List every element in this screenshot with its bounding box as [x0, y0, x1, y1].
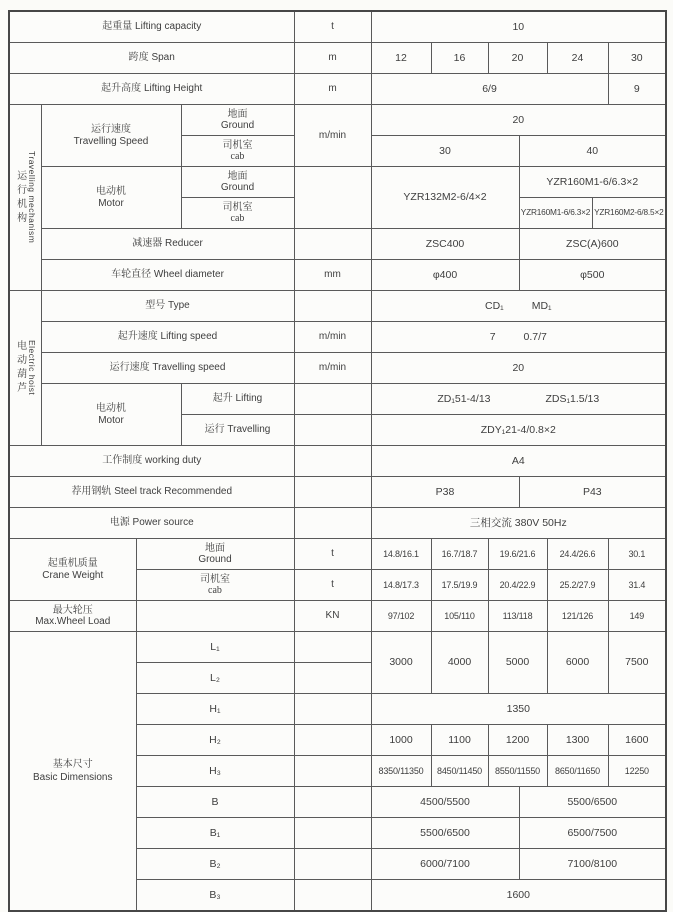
max-wheel-load-v4: 121/126	[547, 601, 608, 632]
lifting-capacity-value: 10	[371, 11, 666, 43]
dim-L2-label: L₂	[136, 663, 294, 694]
ground-en: Ground	[220, 182, 255, 193]
reducer-value-left: ZSC400	[371, 229, 519, 260]
row-wheel-diameter	[9, 260, 666, 291]
crane-weight-cab-v2: 17.5/19.9	[431, 570, 488, 601]
travel-motor-label-zh: 电动机	[96, 186, 126, 197]
dim-H1-label: H₁	[136, 694, 294, 725]
cab-zh: 司机室	[222, 139, 253, 151]
crane-weight-ground-sublabel	[136, 539, 294, 570]
crane-weight-cab-v3: 20.4/22.9	[488, 570, 547, 601]
crane-weight-ground-v1: 14.8/16.1	[371, 539, 431, 570]
type-label: 型号 Type	[41, 291, 294, 322]
dim-H2-label: H₂	[136, 725, 294, 756]
lifting-height-label: 起升高度 Lifting Height	[9, 74, 294, 105]
power-source-unit-empty	[294, 508, 371, 539]
dim-H3-v4: 8650/11650	[547, 756, 608, 787]
dim-B-unit-empty	[294, 787, 371, 818]
dim-B1-unit-empty	[294, 818, 371, 849]
ground-zh: 地面	[227, 108, 248, 120]
working-duty-unit-empty	[294, 446, 371, 477]
crane-weight-cab-sublabel	[136, 570, 294, 601]
section-basic-dimensions-en: Basic Dimensions	[33, 772, 113, 783]
dim-H3-unit-empty	[294, 756, 371, 787]
row-dim-L1	[9, 632, 666, 663]
span-unit: m	[294, 43, 371, 74]
hoist-motor-travelling-value: ZDY₁21-4/0.8×2	[371, 415, 666, 446]
cab-en: cab	[230, 213, 245, 224]
dim-H1-unit-empty	[294, 694, 371, 725]
ground-en: Ground	[220, 120, 255, 131]
max-wheel-load-label	[9, 601, 136, 632]
hoist-motor-travelling-unit-empty	[294, 415, 371, 446]
hoist-motor-travelling-sublabel: 运行 Travelling	[181, 415, 294, 446]
dim-L-v3: 5000	[488, 632, 547, 694]
max-wheel-load-v5: 149	[608, 601, 666, 632]
dim-H3-v3: 8550/11550	[488, 756, 547, 787]
section-travelling-mechanism	[9, 105, 41, 291]
lifting-capacity-label: 起重量 Lifting capacity	[9, 11, 294, 43]
dim-L1-label: L₁	[136, 632, 294, 663]
dim-B-value-right: 5500/6500	[519, 787, 666, 818]
dim-H2-v5: 1600	[608, 725, 666, 756]
dim-H2-unit-empty	[294, 725, 371, 756]
row-span	[9, 43, 666, 74]
crane-weight-label	[9, 539, 136, 601]
travelling-speed-label-en: Travelling Speed	[73, 135, 149, 147]
travel-motor-value-left: YZR132M2-6/4×2	[371, 167, 519, 229]
travel-motor-value-right-top: YZR160M1-6/6.3×2	[519, 167, 666, 198]
travel-motor-ground-sublabel	[181, 167, 294, 198]
type-value-2: MD₁	[531, 299, 552, 312]
span-value-24: 24	[547, 43, 608, 74]
crane-weight-cab-v4: 25.2/27.9	[547, 570, 608, 601]
max-wheel-load-unit: KN	[294, 601, 371, 632]
travel-motor-label-en: Motor	[98, 197, 124, 209]
hoist-travelling-speed-unit: m/min	[294, 353, 371, 384]
hoist-motor-label-en: Motor	[98, 414, 124, 426]
power-source-value: 三相交流 380V 50Hz	[371, 508, 666, 539]
crane-weight-ground-v5: 30.1	[608, 539, 666, 570]
hoist-motor-lifting-value	[371, 384, 666, 415]
cab-en: cab	[230, 151, 245, 162]
dim-B2-value-left: 6000/7100	[371, 849, 519, 880]
dim-H2-v1: 1000	[371, 725, 431, 756]
dim-L-v1: 3000	[371, 632, 431, 694]
dim-H2-v3: 1200	[488, 725, 547, 756]
dim-B3-label: B₃	[136, 880, 294, 912]
travelling-speed-ground-sublabel	[181, 105, 294, 136]
row-working-duty	[9, 446, 666, 477]
dim-B3-value: 1600	[371, 880, 666, 912]
dim-H2-v4: 1300	[547, 725, 608, 756]
dim-H2-v2: 1100	[431, 725, 488, 756]
row-lifting-height	[9, 74, 666, 105]
lifting-height-value-last: 9	[608, 74, 666, 105]
section-electric-hoist-en: Electric hoist	[26, 340, 37, 396]
dim-B2-value-right: 7100/8100	[519, 849, 666, 880]
travelling-speed-ground-value: 20	[371, 105, 666, 136]
dim-L-v4: 6000	[547, 632, 608, 694]
lifting-speed-value-1: 7	[489, 330, 496, 343]
row-hoist-motor-lifting	[9, 384, 666, 415]
cab-zh: 司机室	[200, 573, 230, 585]
travelling-speed-cab-value-right: 40	[519, 136, 666, 167]
type-value	[371, 291, 666, 322]
dim-L2-unit-empty	[294, 663, 371, 694]
lifting-capacity-unit: t	[294, 11, 371, 43]
max-wheel-load-sublabel-empty	[136, 601, 294, 632]
travelling-speed-unit: m/min	[294, 105, 371, 167]
hoist-motor-label	[41, 384, 181, 446]
section-electric-hoist-zh: 电动葫芦	[14, 340, 26, 396]
working-duty-value: A4	[371, 446, 666, 477]
crane-weight-ground-v2: 16.7/18.7	[431, 539, 488, 570]
span-label: 跨度 Span	[9, 43, 294, 74]
dim-B2-label: B₂	[136, 849, 294, 880]
travelling-speed-cab-value-left: 30	[371, 136, 519, 167]
wheel-diameter-unit: mm	[294, 260, 371, 291]
dim-L-v5: 7500	[608, 632, 666, 694]
type-value-1: CD₁	[485, 299, 504, 312]
ground-en: Ground	[198, 554, 232, 565]
steel-track-value-right: P43	[519, 477, 666, 508]
section-travelling-mechanism-en: Travelling mechanism	[26, 151, 37, 244]
travel-motor-unit-empty	[294, 167, 371, 229]
crane-weight-ground-unit: t	[294, 539, 371, 570]
type-unit-empty	[294, 291, 371, 322]
wheel-diameter-label: 车轮直径 Wheel diameter	[41, 260, 294, 291]
dim-B-value-left: 4500/5500	[371, 787, 519, 818]
reducer-label: 减速器 Reducer	[41, 229, 294, 260]
crane-weight-label-en: Crane Weight	[42, 569, 104, 581]
row-power-source	[9, 508, 666, 539]
crane-specification-table	[8, 10, 667, 912]
ground-zh: 地面	[205, 542, 225, 554]
hoist-motor-label-zh: 电动机	[96, 403, 126, 414]
row-crane-weight-ground	[9, 539, 666, 570]
row-steel-track	[9, 477, 666, 508]
section-travelling-mechanism-zh: 运行机构	[14, 169, 26, 226]
dim-B1-value-left: 5500/6500	[371, 818, 519, 849]
dim-B1-label: B₁	[136, 818, 294, 849]
row-travel-motor-ground	[9, 167, 666, 198]
power-source-label: 电源 Power source	[9, 508, 294, 539]
travelling-speed-label	[41, 105, 181, 167]
cab-zh: 司机室	[222, 201, 253, 213]
travel-motor-value-right-bottom-2: YZR160M2-6/8.5×2	[592, 198, 666, 229]
section-basic-dimensions	[9, 632, 136, 912]
row-max-wheel-load	[9, 601, 666, 632]
row-lifting-speed	[9, 322, 666, 353]
span-value-30: 30	[608, 43, 666, 74]
crane-weight-ground-v3: 19.6/21.6	[488, 539, 547, 570]
hoist-motor-lifting-unit-empty	[294, 384, 371, 415]
row-reducer	[9, 229, 666, 260]
span-value-20: 20	[488, 43, 547, 74]
dim-H1-value: 1350	[371, 694, 666, 725]
cab-en: cab	[208, 585, 222, 596]
wheel-diameter-value-right: φ500	[519, 260, 666, 291]
max-wheel-load-v1: 97/102	[371, 601, 431, 632]
crane-weight-cab-v5: 31.4	[608, 570, 666, 601]
crane-weight-cab-unit: t	[294, 570, 371, 601]
section-electric-hoist	[9, 291, 41, 446]
dim-B-label: B	[136, 787, 294, 818]
dim-H3-label: H₃	[136, 756, 294, 787]
dim-H3-v2: 8450/11450	[431, 756, 488, 787]
max-wheel-load-v3: 113/118	[488, 601, 547, 632]
dim-B2-unit-empty	[294, 849, 371, 880]
max-wheel-load-label-en: Max.Wheel Load	[35, 616, 111, 627]
lifting-speed-unit: m/min	[294, 322, 371, 353]
lifting-speed-value-2: 0.7/7	[523, 330, 547, 343]
ground-zh: 地面	[227, 170, 248, 182]
steel-track-label: 荐用钢轨 Steel track Recommended	[9, 477, 294, 508]
dim-L1-unit-empty	[294, 632, 371, 663]
dim-B3-unit-empty	[294, 880, 371, 912]
reducer-value-right: ZSC(A)600	[519, 229, 666, 260]
steel-track-value-left: P38	[371, 477, 519, 508]
max-wheel-load-v2: 105/110	[431, 601, 488, 632]
hoist-travelling-speed-value: 20	[371, 353, 666, 384]
dim-B1-value-right: 6500/7500	[519, 818, 666, 849]
travel-motor-cab-sublabel	[181, 198, 294, 229]
hoist-motor-lifting-sublabel: 起升 Lifting	[181, 384, 294, 415]
steel-track-unit-empty	[294, 477, 371, 508]
lifting-height-unit: m	[294, 74, 371, 105]
hoist-motor-lifting-value-1: ZD₁51-4/13	[437, 392, 491, 405]
span-value-16: 16	[431, 43, 488, 74]
max-wheel-load-label-zh: 最大轮压	[52, 604, 93, 616]
wheel-diameter-value-left: φ400	[371, 260, 519, 291]
row-travelling-speed-ground	[9, 105, 666, 136]
hoist-motor-lifting-value-2: ZDS₁1.5/13	[545, 392, 600, 405]
dim-L-v2: 4000	[431, 632, 488, 694]
dim-H3-v5: 12250	[608, 756, 666, 787]
lifting-height-value-main: 6/9	[371, 74, 608, 105]
lifting-speed-value	[371, 322, 666, 353]
crane-weight-label-zh: 起重机质量	[47, 558, 98, 569]
working-duty-label: 工作制度 working duty	[9, 446, 294, 477]
section-basic-dimensions-zh: 基本尺寸	[52, 759, 93, 770]
travelling-speed-cab-sublabel	[181, 136, 294, 167]
crane-weight-cab-v1: 14.8/17.3	[371, 570, 431, 601]
span-value-12: 12	[371, 43, 431, 74]
hoist-travelling-speed-label: 运行速度 Travelling speed	[41, 353, 294, 384]
travel-motor-label	[41, 167, 181, 229]
row-hoist-travelling-speed	[9, 353, 666, 384]
lifting-speed-label: 起升速度 Lifting speed	[41, 322, 294, 353]
row-lifting-capacity	[9, 11, 666, 43]
travel-motor-value-right-bottom-1: YZR160M1-6/6.3×2	[519, 198, 592, 229]
row-type	[9, 291, 666, 322]
travelling-speed-label-zh: 运行速度	[91, 124, 131, 135]
dim-H3-v1: 8350/11350	[371, 756, 431, 787]
reducer-unit-empty	[294, 229, 371, 260]
crane-weight-ground-v4: 24.4/26.6	[547, 539, 608, 570]
